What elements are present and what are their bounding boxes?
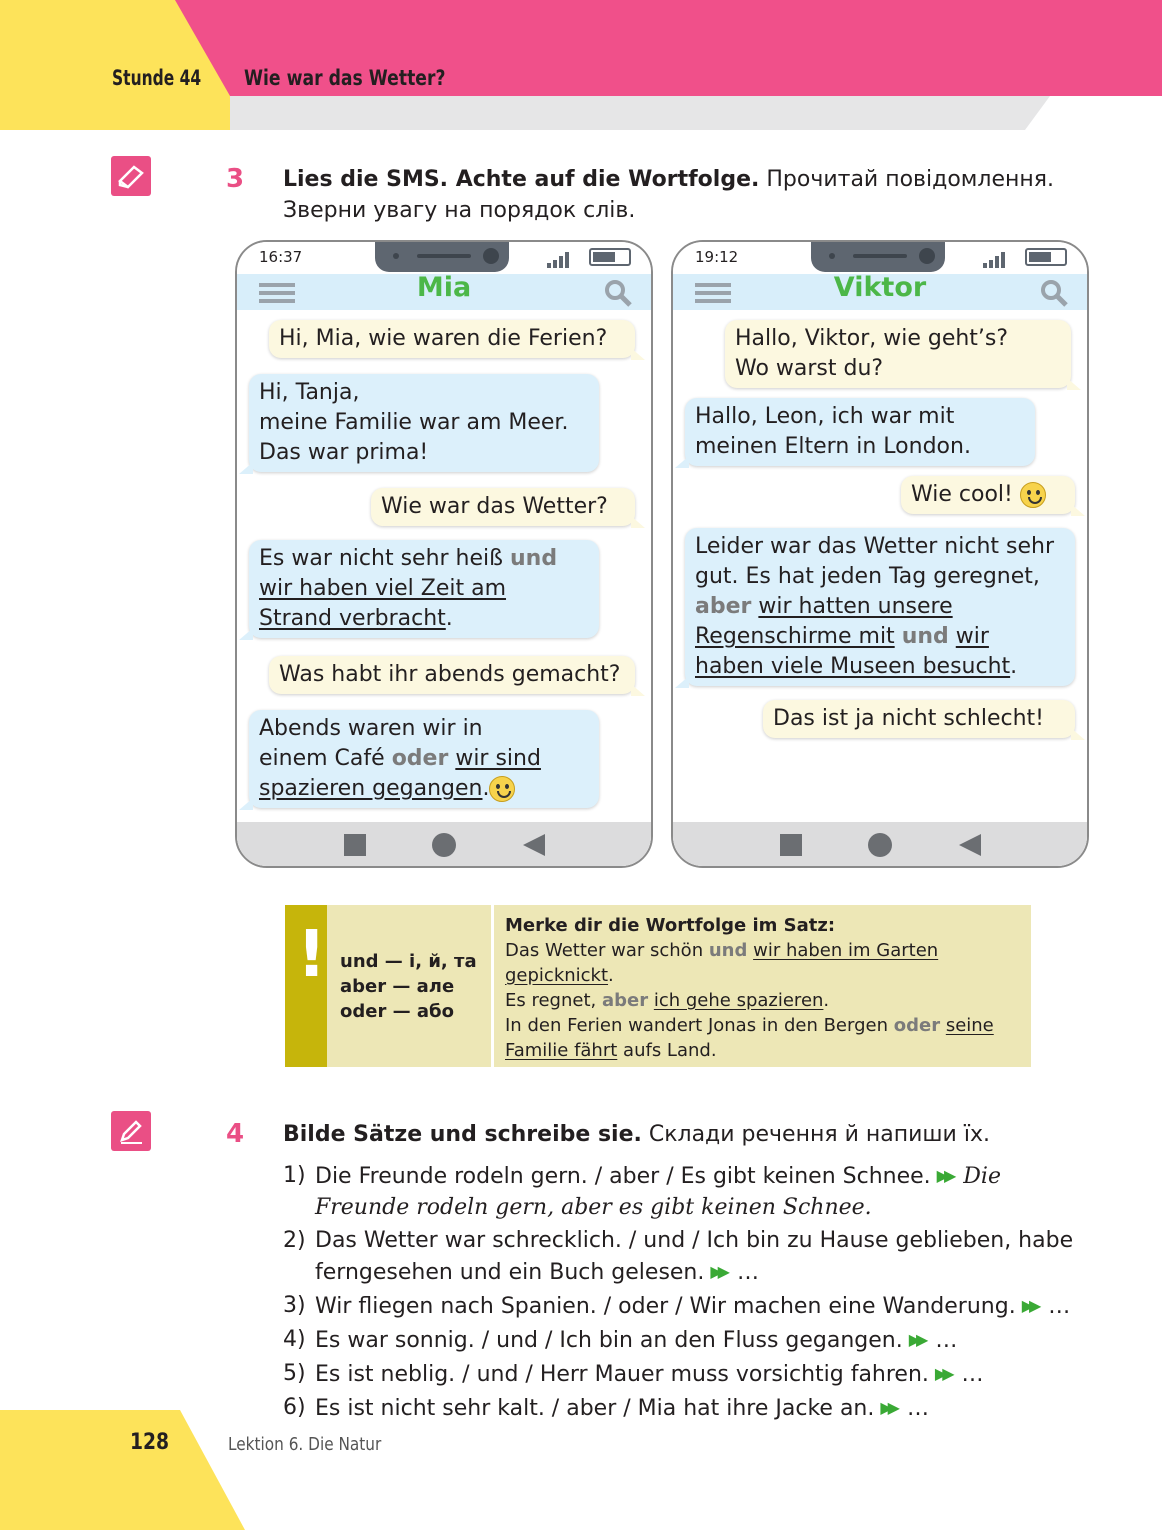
- message-in: [685, 528, 1075, 686]
- conjunction: oder: [893, 1015, 941, 1036]
- conjunction: und: [708, 940, 748, 961]
- punct: .: [1010, 654, 1018, 679]
- punct: .: [445, 606, 453, 631]
- arrow-icon: ▶▶: [934, 1364, 950, 1383]
- msg-line: gut. Es hat jeden Tag geregnet,: [695, 564, 1040, 589]
- grammar-rule-box: [285, 905, 1031, 1067]
- msg-line: meinen Eltern in London.: [695, 434, 971, 459]
- item-number: 4): [283, 1327, 306, 1352]
- punct: .: [482, 776, 490, 801]
- conjunction-item: oder — або: [340, 1001, 454, 1022]
- conjunction: oder: [391, 746, 449, 771]
- underlined-clause: gepicknickt: [505, 965, 609, 986]
- example-text: In den Ferien wandert Jonas in den Bergen: [505, 1015, 888, 1036]
- list-item: [283, 1392, 1089, 1424]
- signal-icon: [547, 250, 573, 268]
- header-gray-band: [230, 96, 1050, 130]
- instruction-uk: Склади речення й напиши їх.: [648, 1122, 990, 1147]
- instruction-uk-2: Зверни увагу на порядок слів.: [283, 198, 636, 223]
- item-text: ferngesehen und ein Buch gelesen.: [315, 1260, 705, 1285]
- item-number: 6): [283, 1395, 306, 1420]
- arrow-icon: ▶▶: [880, 1398, 895, 1417]
- underlined-clause: wir sind: [455, 746, 541, 771]
- chat-contact-name: Viktor: [833, 272, 927, 303]
- list-item: [283, 1160, 1089, 1223]
- answer-placeholder: …: [736, 1260, 759, 1285]
- list-item: [283, 1324, 1089, 1356]
- msg-line: Hi, Tanja,: [259, 380, 360, 405]
- chat-header: [673, 274, 1087, 310]
- exercise-4-list: [283, 1160, 1089, 1424]
- conjunction-item: und — і, й, та: [340, 951, 477, 972]
- home-icon[interactable]: [432, 833, 456, 857]
- underlined-clause: Strand verbracht: [259, 606, 446, 631]
- message-in: [249, 374, 599, 472]
- item-text: Es war sonnig. / und / Ich bin an den Fluss gegangen.: [315, 1328, 903, 1353]
- message-in: [685, 398, 1035, 466]
- arrow-icon: ▶▶: [1021, 1296, 1037, 1315]
- arrow-icon: ▶▶: [710, 1262, 725, 1281]
- back-icon[interactable]: [959, 834, 981, 856]
- underlined-clause: wir haben im Garten: [753, 940, 939, 961]
- underlined-clause: wir haben viel Zeit am: [259, 576, 507, 601]
- punct: .: [823, 990, 830, 1011]
- search-icon[interactable]: [1039, 278, 1069, 308]
- message-in: [249, 540, 599, 638]
- msg-text: Es war nicht sehr heiß: [259, 546, 504, 571]
- msg-line: Hallo, Viktor, wie geht’s?: [735, 326, 1009, 351]
- instruction-de: Lies die SMS. Achte auf die Wortfolge.: [283, 167, 760, 192]
- conjunction-list: [340, 949, 477, 1024]
- msg-text: Wie cool!: [911, 482, 1013, 507]
- conjunction: und: [510, 546, 558, 571]
- nav-bar: [673, 822, 1087, 866]
- answer-placeholder: …: [906, 1396, 929, 1421]
- message-out: Das ist ja nicht schlecht!: [763, 700, 1075, 738]
- underlined-clause: wir hatten unsere: [758, 594, 953, 619]
- chat-header: [237, 274, 651, 310]
- lesson-number: Stunde 44: [112, 66, 202, 90]
- msg-line: Wo warst du?: [735, 356, 884, 381]
- example-text: Das Wetter war schön: [505, 940, 704, 961]
- msg-text: Abends waren wir in: [259, 716, 483, 741]
- punct: .: [608, 965, 614, 986]
- message-out: Wie war das Wetter?: [371, 488, 635, 526]
- item-text: Die Freunde rodeln gern. / aber / Es gibt keinen Schnee.: [315, 1164, 931, 1189]
- recent-apps-icon[interactable]: [344, 834, 366, 856]
- example-answer: Die: [963, 1164, 1001, 1189]
- nav-bar: [237, 822, 651, 866]
- back-icon[interactable]: [523, 834, 545, 856]
- recent-apps-icon[interactable]: [780, 834, 802, 856]
- underlined-clause: ich gehe spazieren: [653, 990, 824, 1011]
- status-time: 19:12: [695, 248, 739, 266]
- example-text: Es regnet,: [505, 990, 597, 1011]
- battery-icon: [1025, 248, 1067, 266]
- list-item: [283, 1290, 1089, 1322]
- list-item: [283, 1225, 1089, 1288]
- example-text: aufs Land.: [623, 1040, 717, 1061]
- message-out: Was habt ihr abends gemacht?: [269, 656, 635, 694]
- conjunction: und: [901, 624, 949, 649]
- item-text: Es ist nicht sehr kalt. / aber / Mia hat ihre Jacke an.: [315, 1396, 875, 1421]
- message-out: Hi, Mia, wie waren die Ferien?: [269, 320, 635, 358]
- item-text: Es ist neblig. / und / Herr Mauer muss vorsichtig fahren.: [315, 1362, 929, 1387]
- exercise-3-number: 3: [226, 164, 245, 194]
- arrow-icon: ▶▶: [936, 1166, 952, 1185]
- exercise-4-instruction: [283, 1119, 990, 1150]
- underlined-clause: Familie fährt: [505, 1040, 618, 1061]
- instruction-de: Bilde Sätze und schreibe sie.: [283, 1122, 642, 1147]
- item-number: 5): [283, 1361, 306, 1386]
- conjunction-item: aber — але: [340, 976, 455, 997]
- item-text: Das Wetter war schrecklich. / und / Ich bin zu Hause geblieben, habe: [315, 1228, 1074, 1253]
- exercise-3-instruction: [283, 164, 1089, 226]
- smiley-icon: [1020, 482, 1046, 508]
- smiley-icon: [489, 776, 515, 802]
- answer-placeholder: …: [1048, 1294, 1071, 1319]
- list-item: [283, 1358, 1089, 1390]
- underlined-clause: wir: [955, 624, 989, 649]
- underlined-clause: seine: [945, 1015, 994, 1036]
- underlined-clause: Regenschirme mit: [695, 624, 895, 649]
- msg-line: meine Familie war am Meer.: [259, 410, 569, 435]
- message-out: [725, 320, 1071, 388]
- exercise-4-number: 4: [226, 1119, 245, 1149]
- msg-line: Das war prima!: [259, 440, 429, 465]
- item-text: Wir fliegen nach Spanien. / oder / Wir machen eine Wanderung.: [315, 1294, 1016, 1319]
- battery-icon: [589, 248, 631, 266]
- status-time: 16:37: [259, 248, 303, 266]
- search-icon[interactable]: [603, 278, 633, 308]
- example-answer: Freunde rodeln gern, aber es gibt keinen Schnee.: [315, 1195, 872, 1220]
- book-icon: [111, 156, 151, 196]
- msg-text: einem Café: [259, 746, 385, 771]
- conjunction: aber: [601, 990, 649, 1011]
- message-out: [901, 476, 1075, 514]
- item-number: 2): [283, 1228, 306, 1253]
- rule-examples: [505, 913, 1021, 1063]
- exclamation-icon: !: [297, 918, 327, 992]
- underlined-clause: spazieren gegangen: [259, 776, 483, 801]
- underlined-clause: haben viele Museen besucht: [695, 654, 1011, 679]
- phone-notch: [811, 240, 945, 272]
- message-in: [249, 710, 599, 808]
- pencil-icon: [111, 1111, 151, 1151]
- rule-divider: [491, 905, 494, 1067]
- footer-yellow-band: [0, 1410, 245, 1530]
- answer-placeholder: …: [961, 1362, 984, 1387]
- chat-contact-name: Mia: [416, 272, 472, 303]
- conjunction: aber: [695, 594, 752, 619]
- lesson-title: Wie war das Wetter?: [244, 66, 446, 90]
- phone-viktor: [671, 240, 1089, 868]
- signal-icon: [983, 250, 1009, 268]
- item-number: 1): [283, 1163, 306, 1188]
- phone-notch: [375, 240, 509, 272]
- arrow-icon: ▶▶: [908, 1330, 924, 1349]
- phone-mia: [235, 240, 653, 868]
- home-icon[interactable]: [868, 833, 892, 857]
- instruction-uk: Прочитай повідомлення.: [766, 167, 1054, 192]
- page-number: 128: [130, 1430, 170, 1455]
- msg-line: Leider war das Wetter nicht sehr: [695, 534, 1054, 559]
- item-number: 3): [283, 1293, 306, 1318]
- answer-placeholder: …: [935, 1328, 958, 1353]
- rule-heading: Merke dir die Wortfolge im Satz:: [505, 915, 836, 936]
- msg-line: Hallo, Leon, ich war mit: [695, 404, 955, 429]
- chapter-title: Lektion 6. Die Natur: [228, 1434, 382, 1455]
